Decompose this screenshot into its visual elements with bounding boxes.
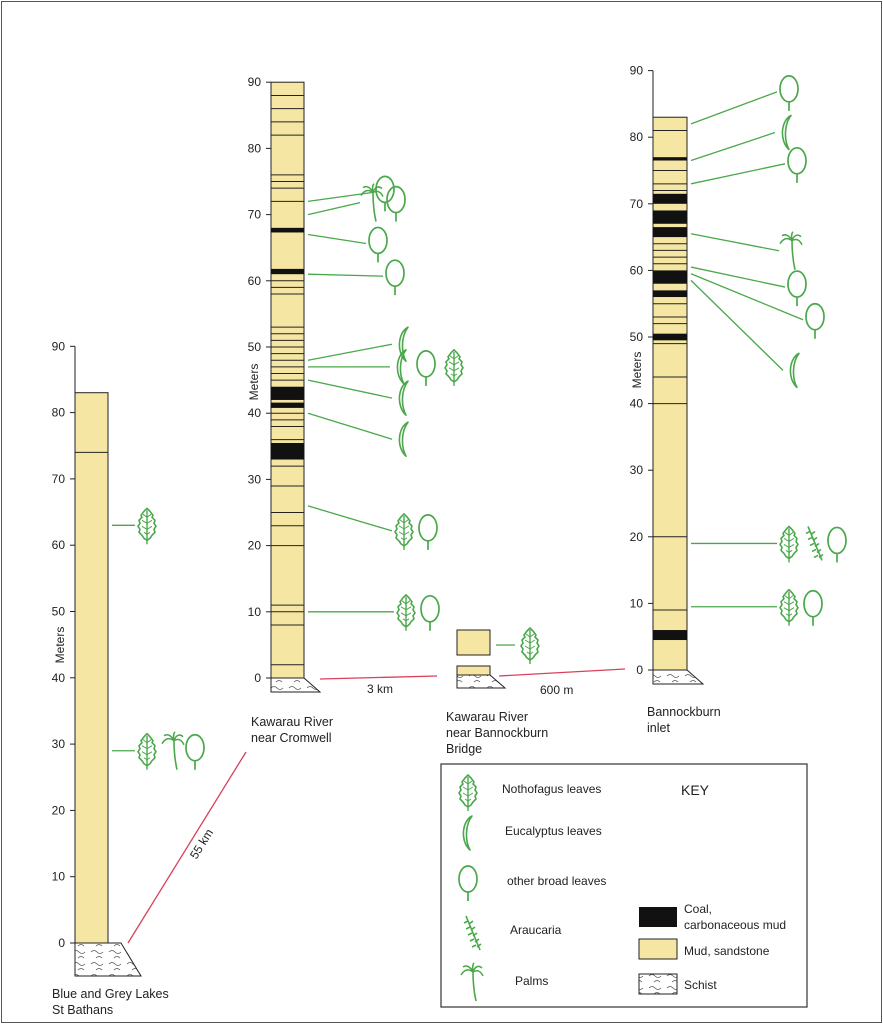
fossil-link-line (308, 413, 392, 439)
axis-title-st-bathans: Meters (53, 626, 67, 664)
coal-bed (653, 270, 687, 283)
key-araucaria-label: Araucaria (510, 923, 562, 937)
nothofagus-icon (138, 508, 156, 544)
fossils-cromwell (308, 176, 463, 630)
key-title: KEY (681, 782, 710, 798)
coal-bed (271, 387, 304, 400)
coal-bed (653, 210, 687, 223)
tick-label: 90 (629, 63, 643, 78)
tick-label: 70 (247, 207, 261, 222)
schist-base-bridge (457, 675, 505, 688)
tick-label: 50 (247, 340, 261, 354)
tick-label: 10 (247, 604, 261, 619)
coal-bed (653, 630, 687, 640)
nothofagus-icon (395, 514, 413, 550)
coal-bed (271, 403, 304, 408)
fossil-link-line (308, 274, 383, 276)
broad-leaf-icon (806, 304, 824, 339)
distance-label-55km: 55 km (187, 826, 217, 862)
tick-label: 80 (629, 130, 643, 145)
tick-label: 60 (629, 263, 643, 278)
broad-leaf-icon (419, 515, 437, 550)
key-broad-label: other broad leaves (507, 874, 607, 888)
fossils-st-bathans (112, 508, 204, 769)
fossil-link-line (308, 234, 366, 243)
tick-label: 70 (629, 196, 643, 211)
tick-label: 10 (51, 869, 65, 884)
label-bridge-line1: Kawarau River (446, 710, 528, 724)
key-schist-label: Schist (684, 978, 717, 992)
fossil-link-line (691, 280, 783, 370)
distance-line-3km (320, 676, 437, 679)
tick-label: 90 (51, 339, 65, 354)
schist-base (271, 678, 320, 692)
column-st-bathans (52, 339, 204, 1017)
fossil-link-line (691, 164, 785, 184)
key-eucalyptus-label: Eucalyptus leaves (505, 824, 602, 838)
coal-bed (653, 157, 687, 160)
tick-label: 40 (629, 396, 643, 411)
label-inlet-line1: Bannockburn (647, 705, 721, 719)
fossil-link-line (691, 234, 779, 251)
label-cromwell-line1: Kawarau River (251, 715, 333, 729)
fossil-link-line (308, 506, 392, 531)
nothofagus-icon (138, 734, 156, 770)
tick-label: 70 (51, 471, 65, 486)
label-bridge-line3: Bridge (446, 742, 483, 756)
palm-icon (780, 232, 802, 270)
eucalyptus-icon (399, 381, 408, 415)
key-coal-line2: carbonaceous mud (684, 918, 787, 932)
column-bannockburn-bridge (446, 628, 548, 756)
tick-label: 0 (636, 663, 643, 677)
broad-leaf-icon (828, 527, 846, 562)
fossil-link-line (308, 344, 392, 360)
key-mud-label: Mud, sandstone (684, 944, 770, 958)
label-bridge-line2: near Bannockburn (446, 726, 549, 740)
eucalyptus-icon (790, 353, 799, 387)
fossil-link-line (308, 380, 392, 398)
tick-label: 90 (247, 75, 261, 90)
nothofagus-icon (397, 595, 415, 631)
column-body-st-bathans (75, 393, 108, 943)
fossil-link-line (308, 203, 360, 215)
coal-bed (653, 194, 687, 204)
schist-base (75, 943, 141, 976)
fossil-link-line (691, 133, 775, 161)
axis-title-cromwell: Meters (247, 363, 261, 401)
broad-leaf-icon (376, 176, 394, 211)
bridge-upper-block (457, 630, 490, 655)
eucalyptus-icon (399, 327, 408, 361)
tick-label: 80 (247, 141, 261, 156)
tick-label: 60 (247, 273, 261, 288)
broad-leaf-icon (788, 271, 806, 306)
axis-title-inlet: Meters (630, 351, 644, 389)
tick-label: 30 (247, 472, 261, 487)
tick-label: 80 (51, 405, 65, 420)
broad-leaf-icon (387, 187, 405, 222)
tick-label: 0 (254, 671, 261, 685)
tick-label: 50 (629, 330, 643, 344)
label-inlet-line2: inlet (647, 721, 670, 735)
tick-label: 50 (51, 604, 65, 619)
broad-leaf-icon (421, 596, 439, 631)
nothofagus-icon (521, 628, 539, 664)
coal-bed (271, 228, 304, 233)
fossil-link-line (691, 267, 785, 287)
tick-label: 60 (51, 538, 65, 553)
nothofagus-icon (780, 526, 798, 562)
schist-base (653, 670, 703, 684)
coal-bed (271, 443, 304, 460)
bridge-lower-block (457, 666, 490, 675)
palm-icon (361, 184, 383, 222)
tick-label: 40 (51, 670, 65, 685)
key-legend (441, 764, 807, 1007)
tick-label: 30 (629, 463, 643, 478)
eucalyptus-icon (782, 116, 791, 150)
distance-line-55km (128, 752, 246, 943)
broad-leaf-icon (804, 591, 822, 626)
distance-label-3km: 3 km (367, 682, 394, 696)
label-st-bathans-line2: St Bathans (52, 1003, 114, 1017)
tick-label: 0 (58, 936, 65, 950)
tick-label: 40 (247, 406, 261, 421)
column-cromwell (247, 75, 463, 745)
distance-label-600m: 600 m (540, 683, 574, 697)
broad-leaf-icon (780, 76, 798, 111)
label-cromwell-line2: near Cromwell (251, 731, 332, 745)
coal-bed (271, 269, 304, 274)
mud-swatch (639, 939, 677, 959)
coal-bed (653, 334, 687, 341)
fossil-link-line (691, 92, 777, 124)
key-coal-line1: Coal, (684, 902, 713, 916)
tick-label: 20 (629, 529, 643, 544)
coal-bed (653, 290, 687, 297)
fossils-inlet (691, 76, 846, 626)
tick-label: 10 (629, 596, 643, 611)
key-nothofagus-label: Nothofagus leaves (502, 782, 602, 796)
broad-leaf-icon (386, 260, 404, 295)
key-palms-label: Palms (515, 974, 549, 988)
nothofagus-icon (445, 350, 463, 386)
coal-bed (653, 227, 687, 237)
broad-leaf-icon (417, 351, 435, 386)
column-bannockburn-inlet (630, 64, 846, 735)
label-st-bathans-line1: Blue and Grey Lakes (52, 987, 169, 1001)
coal-swatch (639, 907, 677, 927)
broad-leaf-icon (186, 735, 204, 770)
tick-label: 20 (247, 538, 261, 553)
broad-leaf-icon (369, 227, 387, 262)
schist-swatch (639, 974, 677, 994)
nothofagus-icon (780, 590, 798, 626)
araucaria-icon (806, 526, 823, 560)
palm-icon (162, 732, 184, 770)
distance-line-600m (499, 669, 625, 676)
eucalyptus-icon (399, 422, 408, 456)
tick-label: 20 (51, 803, 65, 818)
broad-leaf-icon (788, 148, 806, 183)
tick-label: 30 (51, 737, 65, 752)
key-box (441, 764, 807, 1007)
